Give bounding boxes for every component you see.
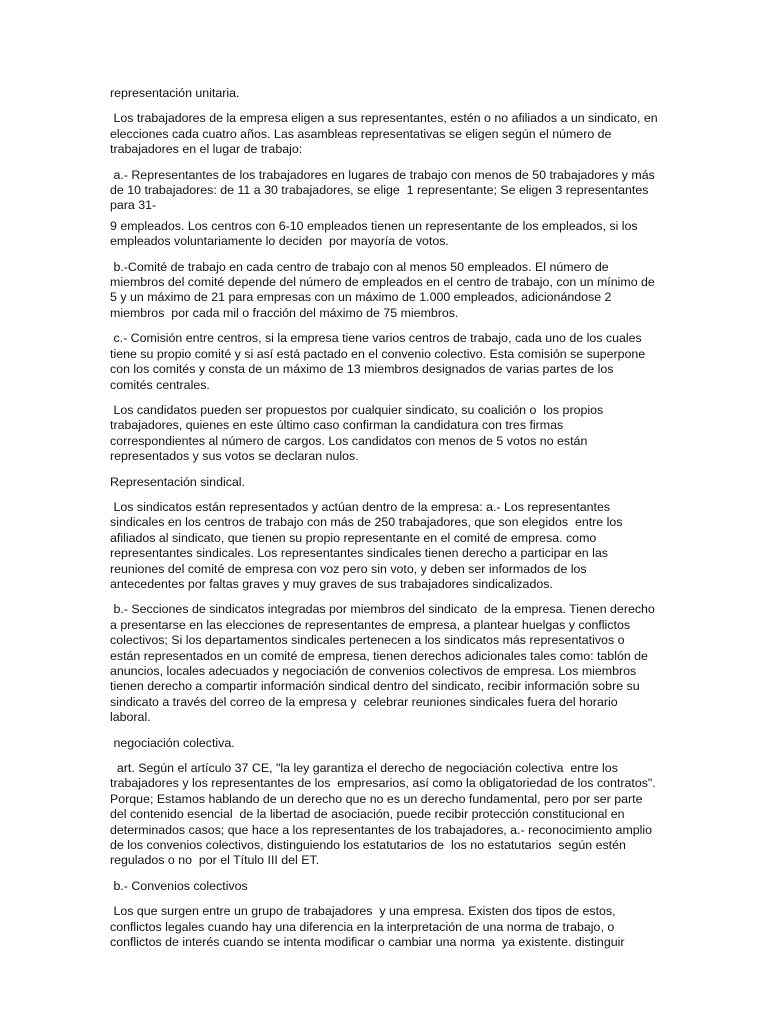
paragraph-secciones-sindicales: b.- Secciones de sindicatos integradas por miembros del sindicato de la empresa. Tienen derecho a presentarse en las elecciones de representantes de empresa, a plantear huelgas y conflictos colectivos; Si los departamentos sindicales pertenecen a los sindicatos más representativos o están representados en un comité de empresa, tienen derechos adicionales tales como: tablón de anuncios, locales adecuados y negociación de convenios colectivos de empresa. Los miembros tienen derecho a compartir información sindical dentro del sindicato, recibir información sobre su sindicato a través del correo de la empresa y celebrar reuniones sindicales fuera del horario laboral. bbox=[110, 602, 659, 725]
heading-representacion-sindical: Representación sindical. bbox=[110, 474, 245, 489]
paragraph-sindicatos-representantes: Los sindicatos están representados y actúan dentro de la empresa: a.- Los representantes sindicales en los centros de trabajo con más de 250 trabajadores, que son elegidos entre los afiliados al sindicato, que tienen su propio representante en el comité de empresa. como representantes sindicales. Los representantes sindicales tienen derecho a participar en las reuniones del comité de empresa con voz pero sin voto, y deben ser informados de los antecedentes por faltas graves y muy graves de sus trabajadores sindicalizados. bbox=[110, 499, 626, 591]
document-page bbox=[110, 86, 662, 961]
paragraph-item-c-comision: c.- Comisión entre centros, si la empresa tiene varios centros de trabajo, cada uno de los cuales tiene su propio comité y si así está pactado en el convenio colectivo. Esta comisión se superpone con los comités y consta de un máximo de 13 miembros designados de varias partes de los comités centrales. bbox=[110, 331, 649, 392]
paragraph-item-a: a.- Representantes de los trabajadores en lugares de trabajo con menos de 50 trabajadores y más de 10 trabajadores: de 11 a 30 trabajadores, se elige 1 representante; Se eligen 3 representantes para 31- bbox=[110, 167, 659, 213]
paragraph-item-a-continuation: 9 empleados. Los centros con 6-10 empleados tienen un representante de los empleados, si los empleados voluntariamente lo deciden por mayoría de votos. bbox=[110, 218, 642, 249]
heading-convenios-colectivos: b.- Convenios colectivos bbox=[110, 878, 248, 893]
paragraph-candidatos: Los candidatos pueden ser propuestos por cualquier sindicato, su coalición o los propios trabajadores, quienes en este último caso confirman la candidatura con tres firmas correspondientes al número de cargos. Los candidatos con menos de 5 votos no están representados y sus votos se declaran nulos. bbox=[110, 402, 607, 464]
paragraph-articulo-37: art. Según el artículo 37 CE, "la ley garantiza el derecho de negociación colectiva entre los trabajadores y los representantes de los empresarios, así como la obligatoriedad de los contratos". Porque; Estamos hablando de un derecho que no es un derecho fundamental, pero por ser parte del contenido esencial de la libertad de asociación, puede recibir protección constitucional en determinados casos; que hace a los representantes de los trabajadores, a.- reconocimiento amplio de los convenios colectivos, distinguiendo los estatutarios de los no estatutarios según estén regulados o no por el Título III del ET. bbox=[110, 761, 660, 868]
heading-negociacion-colectiva: negociación colectiva. bbox=[110, 735, 235, 750]
paragraph-eleccion-representantes: Los trabajadores de la empresa eligen a sus representantes, estén o no afiliados a un sindicato, en elecciones cada cuatro años. Las asambleas representativas se eligen según el número de trabajadores en el lugar de trabajo: bbox=[110, 111, 662, 157]
paragraph-representacion-unitaria: representación unitaria. bbox=[110, 86, 240, 100]
paragraph-conflictos: Los que surgen entre un grupo de trabajadores y una empresa. Existen dos tipos de estos, conflictos legales cuando hay una diferencia en la interpretación de una norma de trabajo, o conflictos de interés cuando se intenta modificar o cambiar una norma ya existente. distinguir bbox=[110, 904, 625, 950]
paragraph-item-b-comite: b.-Comité de trabajo en cada centro de trabajo con al menos 50 empleados. El número de miembros del comité depende del número de empleados en el centro de trabajo, con un mínimo de 5 y un máximo de 21 para empresas con un máximo de 1.000 empleados, adicionándose 2 miembros por cada mil o fracción del máximo de 75 miembros. bbox=[110, 259, 659, 320]
